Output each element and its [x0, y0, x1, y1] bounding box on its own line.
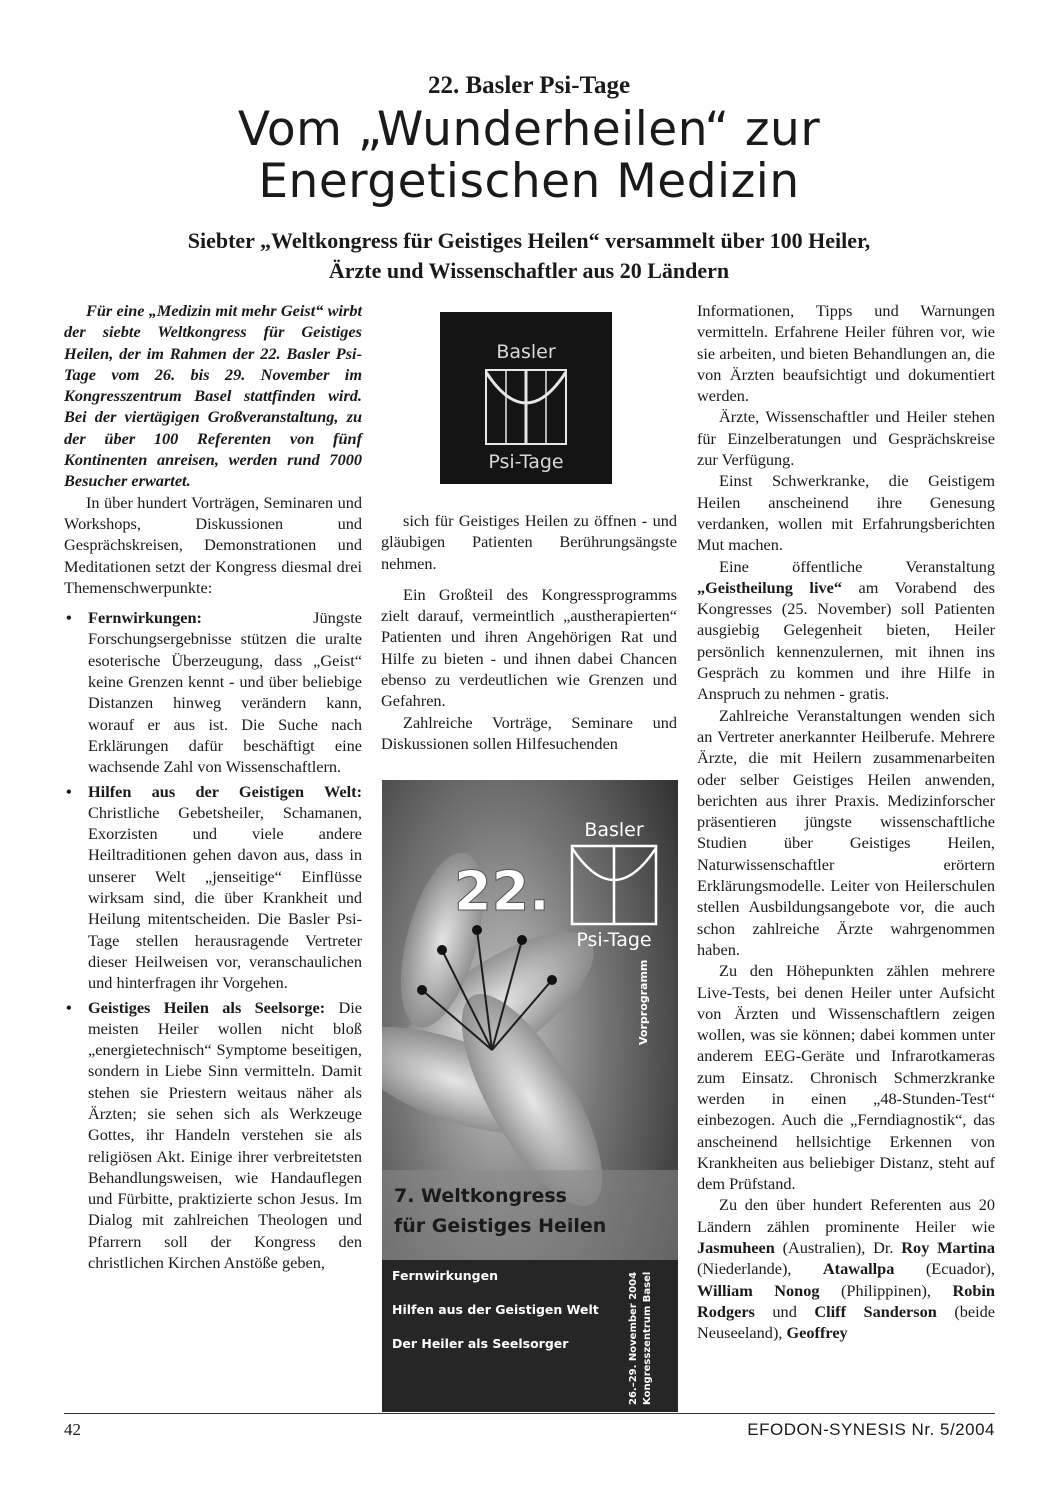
- article-kicker: 22. Basler Psi-Tage: [427, 72, 631, 99]
- healer-name: Jasmuheen: [697, 1238, 775, 1258]
- journal-name: EFODON-SYNESIS Nr. 5/2004: [747, 1420, 995, 1439]
- text-run: (beide Neuseeland),: [697, 1301, 996, 1343]
- logo-line-2: Psi-Tage: [488, 451, 564, 473]
- list-item-text: Jüngste Forschungsergebnisse stützen die uralte esoterische Überzeugung, dass „Geist“ keine Grenzen kennt - und über beliebige Distanzen hinweg verändern kann, worauf er aus ist. Die Suche nach Erklärungen dafür beschäftigt eine wachsende Zahl von Wissenschaftlern.: [88, 608, 362, 777]
- title-line-1: Vom „Wunderheilen“ zur: [237, 102, 821, 157]
- paragraph: sich für Geistiges Heilen zu öffnen - und gläubigen Patienten Berührungsängste nehmen.: [381, 511, 677, 573]
- list-item-term: Hilfen aus der Geistigen Welt:: [88, 781, 362, 801]
- poster-date-line-2: Kongresszentrum Basel: [642, 1271, 653, 1405]
- poster-graphic: [382, 780, 678, 1412]
- poster-brand-line-1: Basler: [584, 819, 644, 841]
- basler-psi-tage-logo: [440, 312, 612, 484]
- healer-name: Atawallpa: [822, 1259, 895, 1279]
- healer-name: Roy Martina: [901, 1238, 996, 1258]
- text-run: (Niederlande),: [697, 1259, 823, 1279]
- paragraph: Einst Schwerkranke, die Geistigem Heilen anscheinend ihre Genesung verdanken, wollen mit Erfahrungsberichten Mut machen.: [697, 471, 995, 555]
- healer-name: Geoffrey: [786, 1323, 848, 1343]
- text-run: und: [754, 1301, 815, 1321]
- title-line-2: Energetischen Medizin: [258, 154, 800, 209]
- logo-graphic: [440, 312, 612, 484]
- subtitle-line-1: Siebter „Weltkongress für Geistiges Heilen“ versammelt über 100 Heiler,: [187, 228, 871, 253]
- article-subtitle: [0, 226, 1058, 286]
- column-1: [64, 300, 362, 1276]
- paragraph: Ärzte, Wissenschaftler und Heiler stehen für Einzelberatungen und Gesprächskreise zur Verfügung.: [697, 407, 995, 470]
- poster-headline-line-2: für Geistiges Heilen: [394, 1215, 607, 1237]
- lead-paragraph: [64, 300, 362, 492]
- themes-list: [64, 607, 362, 1273]
- text-run: am Vorabend des Kongresses (25. November) soll Patienten ausgiebig Gelegenheit bieten, Heiler persönlich kennenzulernen, mit ihnen ins Gespräch zu kommen und ihre Hilfe in Anspruch zu nehmen - gratis.: [697, 577, 995, 704]
- paragraph: [697, 1194, 995, 1343]
- intro-paragraph: In über hundert Vorträgen, Seminaren und Workshops, Diskussionen und Gesprächskreisen, Demonstrationen und Meditationen setzt der Kongress diesmal drei Themenschwerpunkte:: [64, 492, 362, 597]
- poster-vertical-label: Vorprogramm: [637, 959, 650, 1045]
- bullet: •: [66, 997, 72, 1017]
- congress-poster: [382, 780, 678, 1412]
- list-item: [64, 607, 362, 777]
- paragraph: Ein Großteil des Kongressprogramms zielt darauf, vermeintlich „austherapierten“ Patienten und ihren Angehörigen Rat und Hilfe zu bieten - und ihnen dabei Chancen ebenso zu verdeutlichen wie Grenzen und Gefahren.: [381, 584, 677, 711]
- lead-text: Für eine „Medizin mit mehr Geist“ wirbt der siebte Weltkongress für Geistiges Heilen, der im Rahmen der 22. Basler Psi-Tage vom 26. bis 29. November im Kongresszentrum Basel stattfinden wird. Bei der viertägigen Großveranstaltung, zu der über 100 Referenten von fünf Kontinenten anreisen, werden rund 7000 Besucher erwartet.: [64, 301, 362, 491]
- text-run: Eine öffentliche Veranstaltung: [719, 556, 995, 576]
- page-number: 42: [64, 1420, 81, 1439]
- list-item-text: Christliche Gebetsheiler, Schamanen, Exorzisten und viele andere Heiltraditionen gehen davon aus, dass in unserer Welt „jenseitige“ Einflüsse wirksam sind, die über Krankheit und Heilung mitentscheiden. Die Basler Psi-Tage stellen herausragende Vertreter dieser Heilweisen vor, veranschaulichen und hinterfragen ihr Vorgehen.: [88, 802, 362, 993]
- poster-headline-line-1: 7. Weltkongress: [394, 1185, 567, 1207]
- text-run: Zu den über hundert Referenten aus 20 Ländern zählen prominente Heiler wie: [697, 1195, 995, 1236]
- article-title: [0, 104, 1058, 208]
- list-item: [64, 781, 362, 994]
- poster-number: 22.: [454, 860, 550, 923]
- list-item: [64, 997, 362, 1274]
- list-item-term: Geistiges Heilen als Seelsorge:: [88, 997, 326, 1017]
- list-item-text: Die meisten Heiler wollen nicht bloß „energietechnisch“ Symptome beseitigen, sondern in Liebe Sinn vermitteln. Damit stehen sie Priestern weitaus näher als Ärzten; sie sehen sich als Werkzeuge Gottes, ihr Handeln verstehen sie als religiösen Akt. Einige ihrer verbreitetsten Behandlungsweisen, wie Handauflegen und Fürbitte, praktizierte schon Jesus. Im Dialog mit zahlreichen Theologen und Pfarrern soll der Kongress den christlichen Kirchen Anstöße geben,: [88, 997, 362, 1273]
- paragraph: Zahlreiche Veranstaltungen wenden sich an Vertreter anerkannter Heilberufe. Mehrere Ärzte, die mit Heilern zusammenarbeiten oder selber Geistiges Heilen anwenden, berichten aus ihrer Praxis. Medizinforscher präsentieren jüngste wissenschaftliche Studien über Geistiges Heilen, Naturwissenschaftler erörtern Erklärungsmodelle. Leiter von Heilerschulen stellen Ausbildungsangebote vor, die auch schon zahlreiche Ärzte wahrgenommen haben.: [697, 705, 995, 959]
- healer-name: William Nonog: [697, 1280, 820, 1300]
- bullet: •: [66, 608, 72, 628]
- text-run: (Philippinen),: [819, 1280, 953, 1300]
- paragraph: Zahlreiche Vorträge, Seminare und Diskussionen sollen Hilfesuchenden: [381, 712, 677, 753]
- subtitle-line-2: Ärzte und Wissenschaftler aus 20 Ländern: [328, 258, 730, 283]
- poster-date-line-1: 26.–29. November 2004: [628, 1271, 639, 1405]
- paragraph: Zu den Höhepunkten zählen mehrere Live-Tests, bei denen Heiler unter Aufsicht von Ärzten und Wissenschaftlern zeigen wollen, was sie können; dabei kommen unter anderem EEG-Geräte und Infrarotkameras zum Einsatz. Chronisch Schmerzkranke werden in einen „48-Stunden-Test“ einbezogen. Auch die „Ferndiagnostik“, das anscheinend hellsichtige Erkennen von Krankheiten aus beliebiger Distanz, steht auf dem Prüfstand.: [697, 961, 995, 1194]
- event-name: „Geistheilung live“: [697, 577, 842, 597]
- column-3: [697, 300, 995, 1344]
- poster-topic-1: Fernwirkungen: [392, 1268, 499, 1283]
- healer-name: Cliff Sanderson: [814, 1301, 937, 1321]
- list-item-term: Fernwirkungen:: [88, 608, 202, 628]
- poster-topic-3: Der Heiler als Seelsorger: [392, 1336, 569, 1351]
- poster-topic-2: Hilfen aus der Geistigen Welt: [392, 1302, 599, 1317]
- logo-line-1: Basler: [496, 341, 556, 363]
- paragraph: [697, 556, 995, 705]
- healer-name: Robin Rodgers: [697, 1280, 995, 1321]
- poster-brand-line-2: Psi-Tage: [576, 929, 652, 951]
- bullet: •: [66, 781, 72, 801]
- footer-rule: [64, 1413, 995, 1414]
- column-2: [381, 510, 677, 754]
- text-run: (Ecuador),: [894, 1259, 995, 1279]
- paragraph: Informationen, Tipps und Warnungen vermitteln. Erfahrene Heiler führen vor, wie sie arbeiten, und bieten Behandlungen an, die von Ärzten beaufsichtigt und dokumentiert werden.: [697, 301, 995, 406]
- text-run: (Australien), Dr.: [774, 1238, 902, 1258]
